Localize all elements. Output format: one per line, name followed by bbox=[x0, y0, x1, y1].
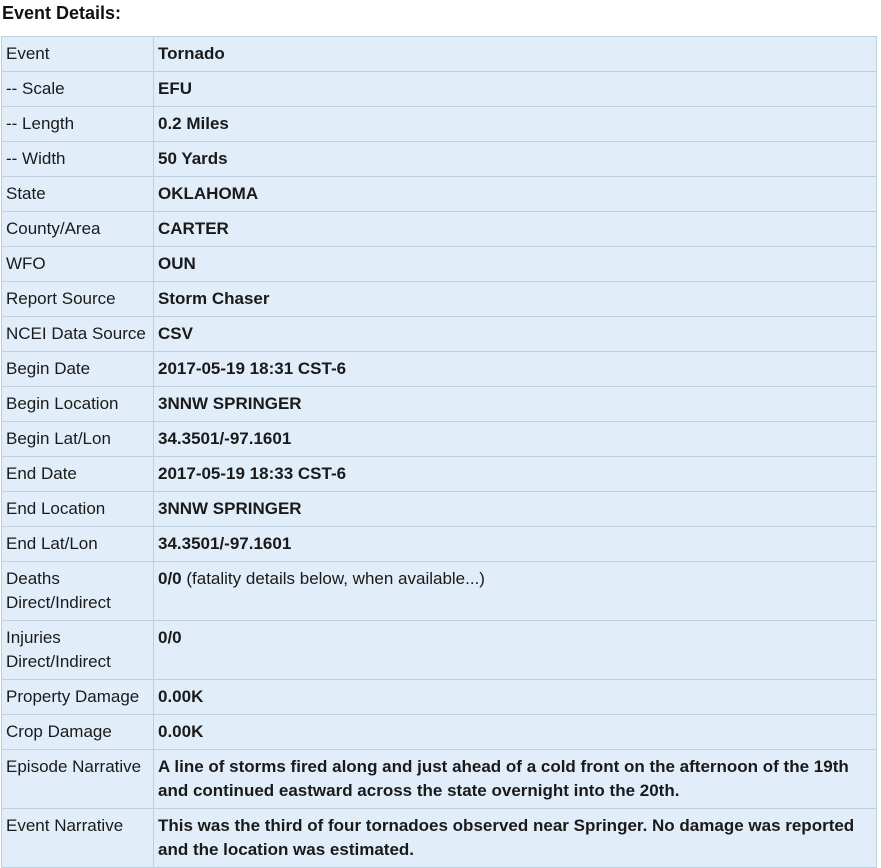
row-label: End Lat/Lon bbox=[2, 527, 154, 562]
table-row-crop-damage bbox=[2, 715, 877, 750]
row-value: 50 Yards bbox=[154, 142, 877, 177]
table-row-event-narrative bbox=[2, 809, 877, 868]
row-label: -- Length bbox=[2, 107, 154, 142]
row-label: Event Narrative bbox=[2, 809, 154, 868]
row-value: 0.00K bbox=[154, 680, 877, 715]
row-label: End Date bbox=[2, 457, 154, 492]
row-value: This was the third of four tornadoes observed near Springer. No damage was reported and the location was estimated. bbox=[154, 809, 877, 868]
row-value: Tornado bbox=[154, 37, 877, 72]
row-value: 3NNW SPRINGER bbox=[154, 387, 877, 422]
fatality-note: (fatality details below, when available...) bbox=[181, 569, 485, 588]
row-value: Storm Chaser bbox=[154, 282, 877, 317]
table-row-episode-narrative bbox=[2, 750, 877, 809]
table-row-wfo bbox=[2, 247, 877, 282]
row-label: Begin Lat/Lon bbox=[2, 422, 154, 457]
table-row-length bbox=[2, 107, 877, 142]
table-row-begin-location bbox=[2, 387, 877, 422]
row-label: Begin Date bbox=[2, 352, 154, 387]
row-label: Injuries Direct/Indirect bbox=[2, 621, 154, 680]
row-value: 3NNW SPRINGER bbox=[154, 492, 877, 527]
row-label: Begin Location bbox=[2, 387, 154, 422]
row-value: 0.00K bbox=[154, 715, 877, 750]
row-label: Deaths Direct/Indirect bbox=[2, 562, 154, 621]
table-row-property-damage bbox=[2, 680, 877, 715]
row-value: 2017-05-19 18:33 CST-6 bbox=[154, 457, 877, 492]
table-row-begin-lat-lon bbox=[2, 422, 877, 457]
table-row-deaths bbox=[2, 562, 877, 621]
table-row-scale bbox=[2, 72, 877, 107]
section-heading: Event Details: bbox=[2, 3, 122, 23]
table-row-end-location bbox=[2, 492, 877, 527]
row-label: -- Width bbox=[2, 142, 154, 177]
row-label: End Location bbox=[2, 492, 154, 527]
row-label: -- Scale bbox=[2, 72, 154, 107]
row-value: CARTER bbox=[154, 212, 877, 247]
table-row-injuries bbox=[2, 621, 877, 680]
event-details-table bbox=[1, 36, 877, 868]
row-label: Property Damage bbox=[2, 680, 154, 715]
row-value: EFU bbox=[154, 72, 877, 107]
table-row-begin-date bbox=[2, 352, 877, 387]
row-label: Crop Damage bbox=[2, 715, 154, 750]
row-value bbox=[154, 562, 877, 621]
row-value: CSV bbox=[154, 317, 877, 352]
row-value: 2017-05-19 18:31 CST-6 bbox=[154, 352, 877, 387]
deaths-value: 0/0 bbox=[158, 569, 182, 588]
row-label: County/Area bbox=[2, 212, 154, 247]
row-label: State bbox=[2, 177, 154, 212]
row-label: WFO bbox=[2, 247, 154, 282]
table-row-county bbox=[2, 212, 877, 247]
row-value: 0.2 Miles bbox=[154, 107, 877, 142]
table-row-end-lat-lon bbox=[2, 527, 877, 562]
row-label: Episode Narrative bbox=[2, 750, 154, 809]
row-value: OKLAHOMA bbox=[154, 177, 877, 212]
table-row-width bbox=[2, 142, 877, 177]
row-value: A line of storms fired along and just ahead of a cold front on the afternoon of the 19th and continued eastward across the state overnight into the 20th. bbox=[154, 750, 877, 809]
table-row-end-date bbox=[2, 457, 877, 492]
table-row-report-source bbox=[2, 282, 877, 317]
row-label: NCEI Data Source bbox=[2, 317, 154, 352]
row-value: 0/0 bbox=[154, 621, 877, 680]
row-value: OUN bbox=[154, 247, 877, 282]
row-label: Event bbox=[2, 37, 154, 72]
table-row-event bbox=[2, 37, 877, 72]
row-label: Report Source bbox=[2, 282, 154, 317]
table-row-state bbox=[2, 177, 877, 212]
row-value: 34.3501/-97.1601 bbox=[154, 422, 877, 457]
row-value: 34.3501/-97.1601 bbox=[154, 527, 877, 562]
table-row-ncei-data-source bbox=[2, 317, 877, 352]
